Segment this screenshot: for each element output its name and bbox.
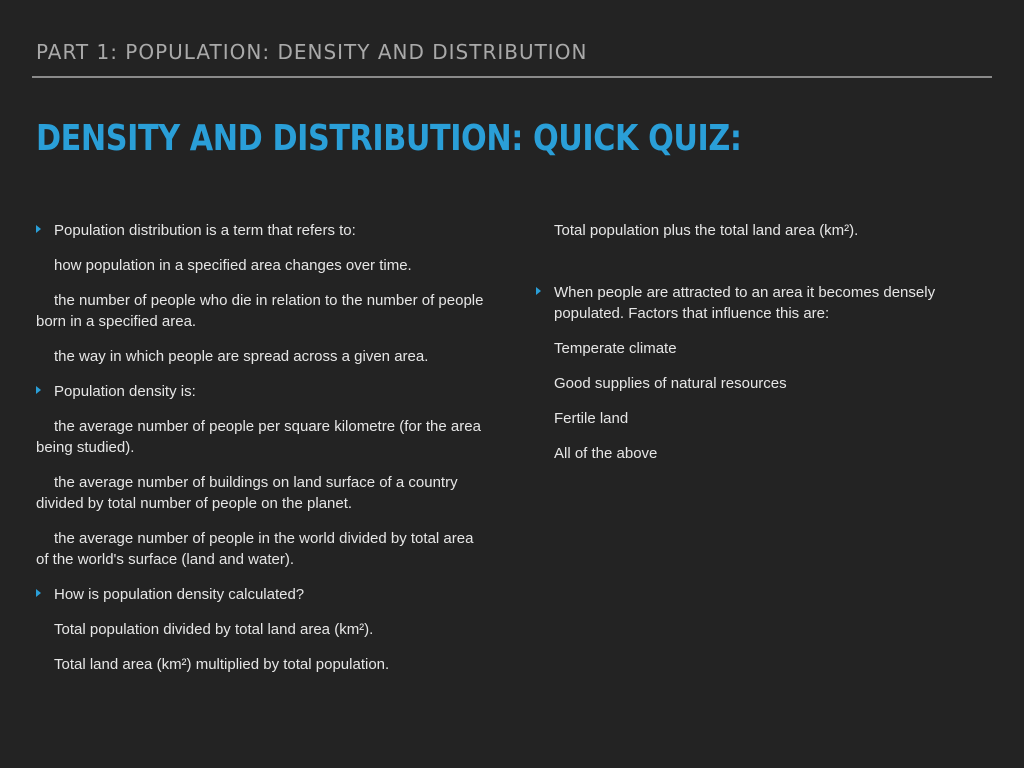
bullet-triangle-icon <box>36 386 41 394</box>
question-1-text: Population distribution is a term that refers to: <box>54 222 356 239</box>
question-4-text: When people are attracted to an area it becomes densely populated. Factors that influence this are: <box>554 284 936 322</box>
bullet-triangle-icon <box>36 589 41 597</box>
question-3 <box>36 584 488 605</box>
q2-option-1[interactable]: the average number of people per square kilometre (for the area being studied). <box>36 418 481 456</box>
q2-option-3[interactable]: the average number of people in the world divided by total area of the world's surface (land and water). <box>36 530 474 568</box>
q4-option-2[interactable]: Good supplies of natural resources <box>554 375 787 392</box>
right-column <box>536 220 986 464</box>
question-1 <box>36 220 488 241</box>
q4-option-1[interactable]: Temperate climate <box>554 340 677 357</box>
question-3-text: How is population density calculated? <box>54 586 305 603</box>
q4-option-3[interactable]: Fertile land <box>554 410 629 427</box>
header-divider <box>32 76 992 78</box>
question-2 <box>36 381 488 402</box>
q3-option-2[interactable]: Total land area (km²) multiplied by total population. <box>54 656 390 673</box>
q3-option-1[interactable]: Total population divided by total land area (km²). <box>54 621 374 638</box>
question-4 <box>536 282 986 324</box>
q1-option-2[interactable]: the number of people who die in relation to the number of people born in a specified area. <box>36 292 484 330</box>
bullet-triangle-icon <box>36 225 41 233</box>
q1-option-1[interactable]: how population in a specified area changes over time. <box>54 257 412 274</box>
section-title: PART 1: POPULATION: DENSITY AND DISTRIBUTION <box>36 40 588 64</box>
bullet-triangle-icon <box>536 287 541 295</box>
q3-option-3[interactable]: Total population plus the total land area (km²). <box>554 222 859 239</box>
q1-option-3[interactable]: the way in which people are spread across a given area. <box>54 348 429 365</box>
q4-option-4[interactable]: All of the above <box>554 445 658 462</box>
left-column <box>36 220 488 675</box>
q2-option-2[interactable]: the average number of buildings on land surface of a country divided by total number of people on the planet. <box>36 474 458 512</box>
question-2-text: Population density is: <box>54 383 196 400</box>
page-title: DENSITY AND DISTRIBUTION: QUICK QUIZ: <box>36 118 742 159</box>
